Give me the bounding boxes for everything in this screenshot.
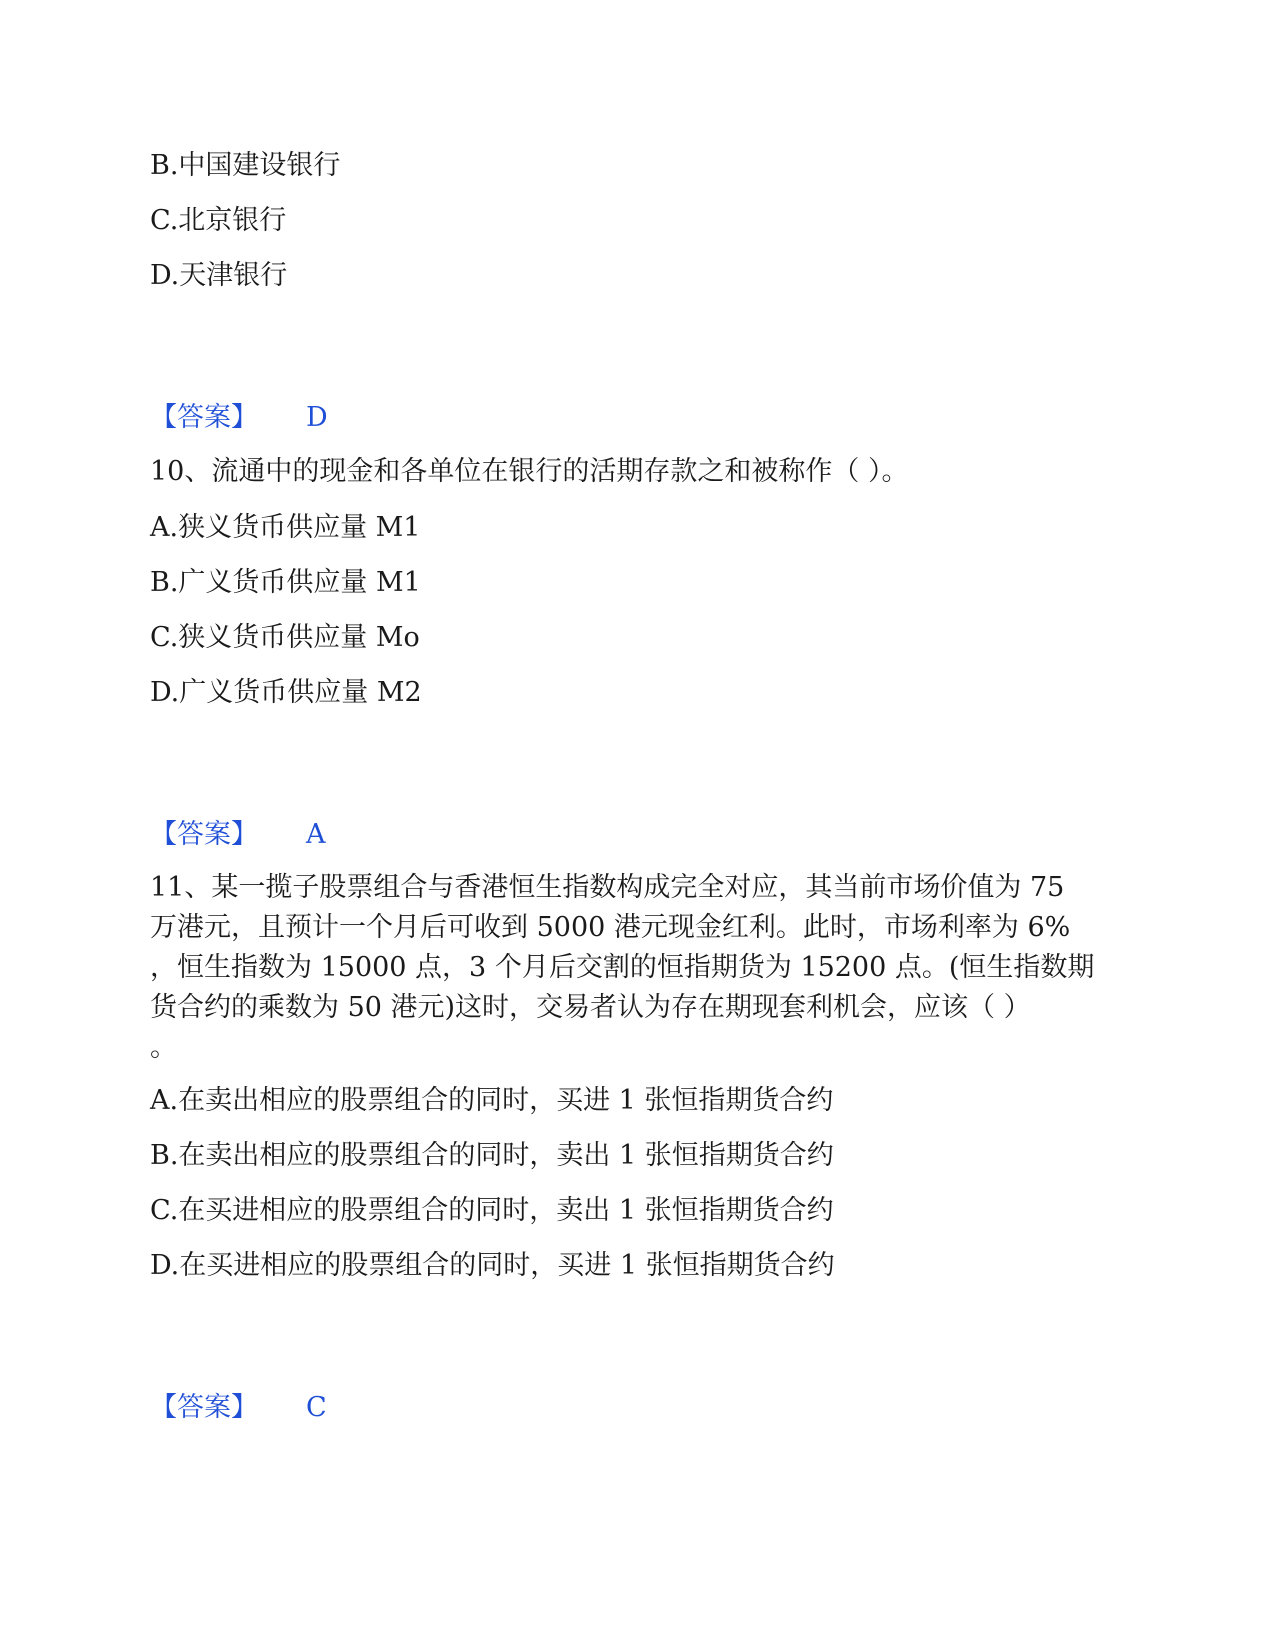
q9-answer-value: D <box>306 402 328 433</box>
q11-stem <box>150 868 1130 1068</box>
q10-option-c: C.狭义货币供应量 Mo <box>150 622 420 653</box>
q11-option-b: B.在卖出相应的股票组合的同时，卖出 1 张恒指期货合约 <box>150 1140 834 1171</box>
q11-answer-label: 【答案】 <box>150 1392 258 1423</box>
q11-option-a: A.在卖出相应的股票组合的同时，买进 1 张恒指期货合约 <box>150 1085 834 1116</box>
q11-stem-line: ，恒生指数为 15000 点，3 个月后交割的恒指期货为 15200 点。(恒生指数期 <box>150 952 1095 983</box>
q9-option-c: C.北京银行 <box>150 205 287 236</box>
q11-answer <box>150 1388 327 1428</box>
q10-answer <box>150 815 326 855</box>
q9-answer-label: 【答案】 <box>150 402 258 433</box>
q11-option-c: C.在买进相应的股票组合的同时，卖出 1 张恒指期货合约 <box>150 1195 834 1226</box>
q10-option-a: A.狭义货币供应量 M1 <box>150 512 421 543</box>
q11-stem-line: 。 <box>150 1032 177 1063</box>
q11-stem-line: 万港元，且预计一个月后可收到 5000 港元现金红利。此时，市场利率为 6% <box>150 912 1071 943</box>
q11-option-d: D.在买进相应的股票组合的同时，买进 1 张恒指期货合约 <box>150 1250 835 1281</box>
q10-option-b: B.广义货币供应量 M1 <box>150 567 421 598</box>
q10-option-d: D.广义货币供应量 M2 <box>150 677 422 708</box>
q10-stem: 10、流通中的现金和各单位在银行的活期存款之和被称作（ ）。 <box>150 456 909 487</box>
q11-answer-value: C <box>306 1392 327 1423</box>
q10-answer-label: 【答案】 <box>150 819 258 850</box>
q10-answer-value: A <box>306 819 326 850</box>
q9-answer <box>150 398 328 438</box>
q9-option-b: B.中国建设银行 <box>150 150 341 181</box>
q9-option-d: D.天津银行 <box>150 260 288 291</box>
q11-stem-line: 货合约的乘数为 50 港元)这时，交易者认为存在期现套利机会，应该（ ） <box>150 992 1031 1023</box>
q11-stem-line: 11、某一揽子股票组合与香港恒生指数构成完全对应，其当前市场价值为 75 <box>150 872 1065 903</box>
